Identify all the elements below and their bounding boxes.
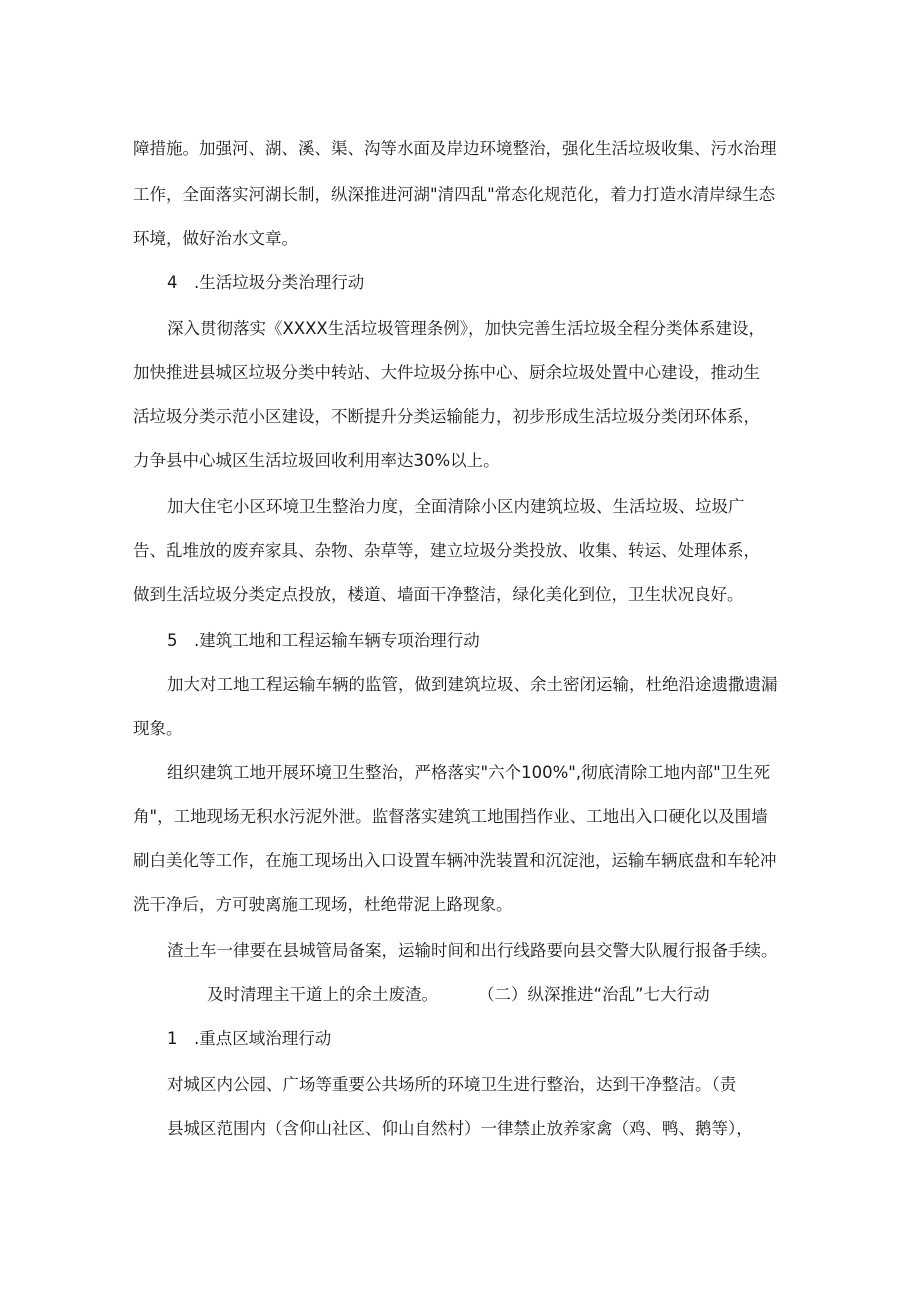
text-line: 渣土车一律要在县城管局备案，运输时间和出行线路要向县交警大队履行报备手续。 bbox=[167, 941, 778, 960]
text-line: 刷白美化等工作，在施工现场出入口设置车辆冲洗装置和沉淀池，运输车辆底盘和车轮冲 bbox=[133, 851, 777, 870]
text-line: 加大住宅小区环境卫生整治力度，全面清除小区内建筑垃圾、生活垃圾、垃圾广 bbox=[167, 497, 745, 516]
text-line: 深入贯彻落实《XXXX生活垃圾管理条例》，加快完善生活垃圾全程分类体系建设， bbox=[167, 319, 765, 338]
text-line: 组织建筑工地开展环境卫生整治，严格落实"六个100%",彻底清除工地内部"卫生死 bbox=[167, 763, 771, 782]
text-line: 力争县中心城区生活垃圾回收利用率达30%以上。 bbox=[133, 451, 500, 470]
section-heading: 5 .建筑工地和工程运输车辆专项治理行动 bbox=[167, 631, 480, 650]
section-heading: 1 .重点区域治理行动 bbox=[167, 1029, 332, 1048]
text-line: 及时清理主干道上的余土废渣。 bbox=[207, 985, 438, 1004]
text-line: 加快推进县城区垃圾分类中转站、大件垃圾分拣中心、厨余垃圾处置中心建设，推动生 bbox=[133, 363, 760, 382]
text-line: 工作，全面落实河湖长制，纵深推进河湖"清四乱"常态化规范化，着力打造水清岸绿生态 bbox=[133, 185, 776, 204]
text-line: 环境，做好治水文章。 bbox=[133, 229, 298, 248]
text-line: 县城区范围内（含仰山社区、仰山自然村）一律禁止放养家禽（鸡、鸭、鹅等）， bbox=[167, 1119, 753, 1138]
text-line: 洗干净后，方可驶离施工现场，杜绝带泥上路现象。 bbox=[133, 895, 513, 914]
text-line: 做到生活垃圾分类定点投放，楼道、墙面干净整洁，绿化美化到位，卫生状况良好。 bbox=[133, 585, 744, 604]
text-line: 加大对工地工程运输车辆的监管，做到建筑垃圾、余土密闭运输，杜绝沿途遗撒遗漏 bbox=[167, 675, 778, 694]
text-line: 告、乱堆放的废弃家具、杂物、杂草等，建立垃圾分类投放、收集、转运、处理体系， bbox=[133, 541, 760, 560]
text-line: 角"，工地现场无积水污泥外泄。监督落实建筑工地围挡作业、工地出入口硬化以及围墙 bbox=[133, 807, 768, 826]
section-heading: （二）纵深推进“治乱”七大行动 bbox=[478, 985, 710, 1004]
text-line: 障措施。加强河、湖、溪、渠、沟等水面及岸边环境整治，强化生活垃圾收集、污水治理 bbox=[133, 139, 777, 158]
text-line: 活垃圾分类示范小区建设，不断提升分类运输能力，初步形成生活垃圾分类闭环体系， bbox=[133, 407, 760, 426]
text-line: 现象。 bbox=[133, 719, 183, 738]
text-line: 对城区内公园、广场等重要公共场所的环境卫生进行整治，达到干净整洁。（责 bbox=[167, 1075, 737, 1094]
section-heading: 4 .生活垃圾分类治理行动 bbox=[167, 273, 365, 292]
